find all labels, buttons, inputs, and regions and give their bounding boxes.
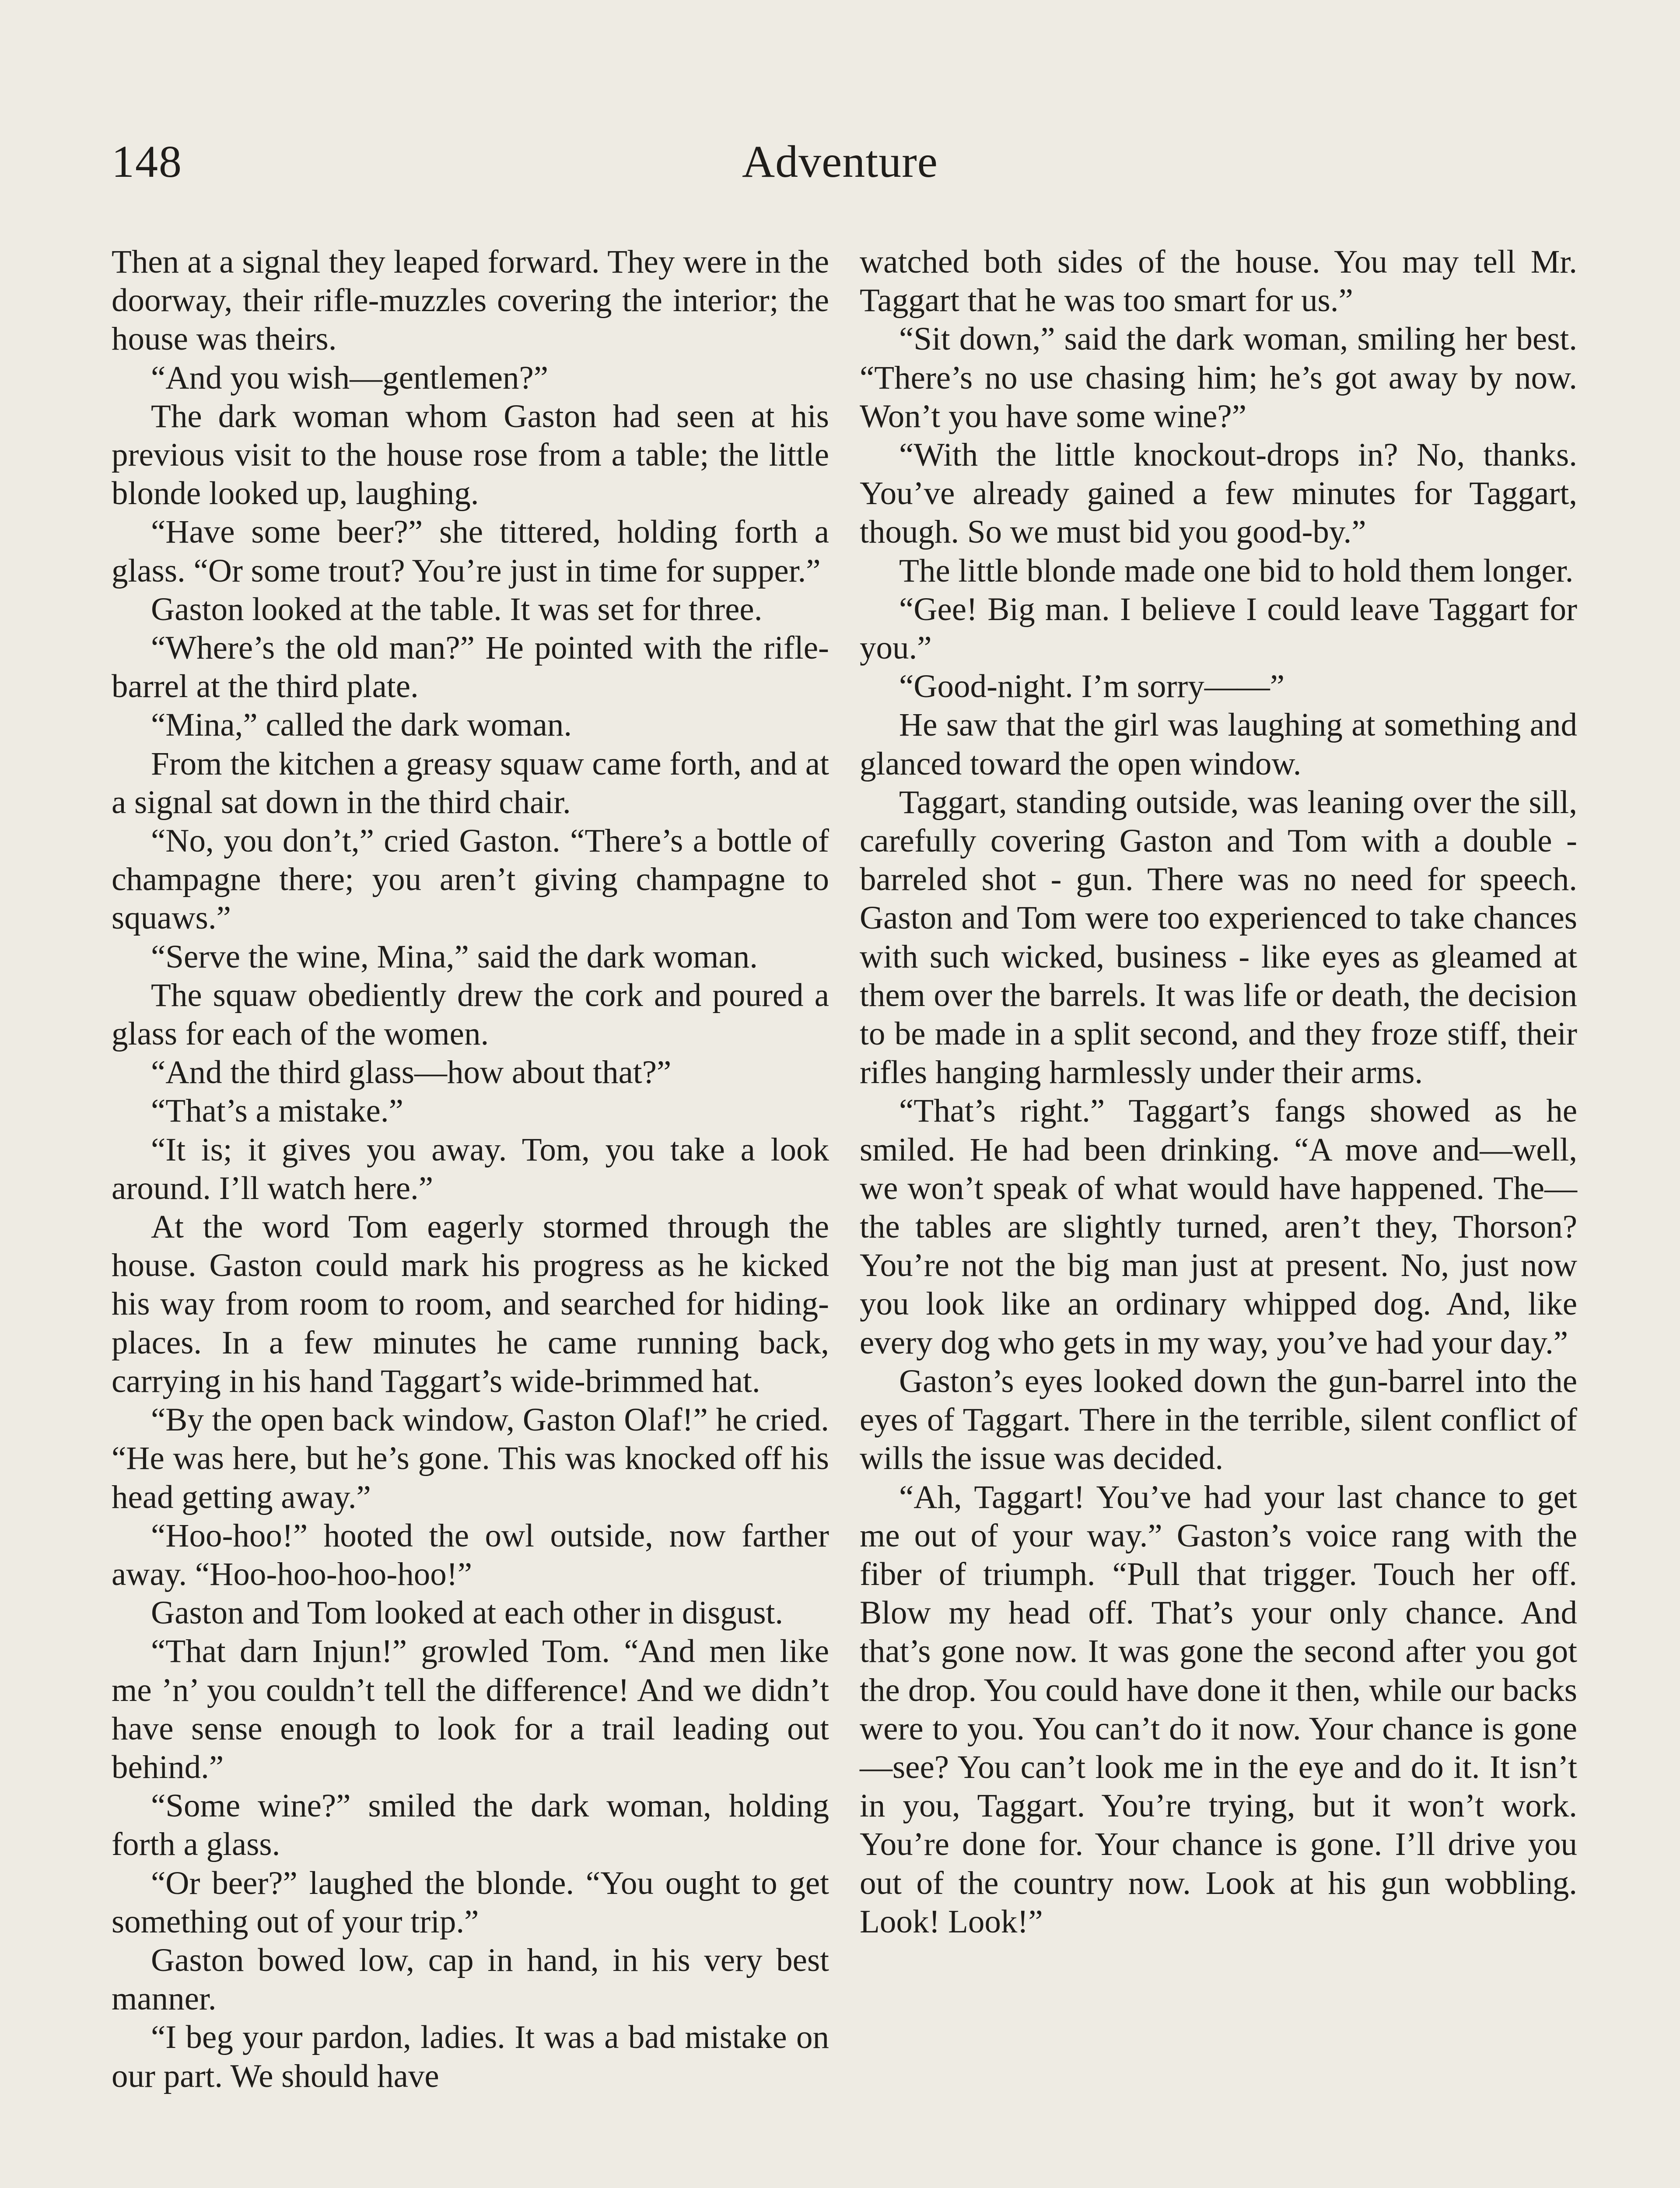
paragraph: “Hoo-hoo!” hooted the owl outside, now farther away. “Hoo-hoo-hoo-hoo!” [112,1517,829,1592]
paragraph: “Or beer?” laughed the blonde. “You ought to get something out of your trip.” [112,1865,829,1940]
paragraph: “That’s right.” Taggart’s fangs showed as he smiled. He had been drinking. “A move and—well, we won’t speak of what would have happened. The—the tables are slightly turned, aren’t they, Thorson? You’re not the big man just at present. No, just now you look like an ordinary whipped dog. And, like every dog who gets in my way, you’ve had your day.” [860,1093,1577,1361]
paragraph: “Sit down,” said the dark woman, smiling her best. “There’s no use chasing him; he’s got away by now. Won’t you have some wine?” [860,321,1577,435]
paragraph: “Mina,” called the dark woman. [151,707,572,743]
paragraph: “Ah, Taggart! You’ve had your last chance to get me out of your way.” Gaston’s voice rang with the fiber of triumph. “Pull that trigger. Touch her off. Blow my head off. That’s your only chance. And that’s gone now. It was gone the second after you got the drop. You could have done it then, while our backs were to you. You can’t do it now. Your chance is gone—see? You can’t look me in the eye and do it. It isn’t in you, Taggart. You’re trying, but it won’t work. You’re done for. Your chance is gone. I’ll drive you out of the country now. Look at his gun wobbling. Look! Look!” [860,1479,1577,1940]
paragraph: The little blonde made one bid to hold them longer. [899,552,1574,589]
paragraph: Gaston’s eyes looked down the gun-barrel into the eyes of Taggart. There in the terrible, silent conflict of wills the issue was decided. [860,1363,1577,1477]
paragraph: “Have some beer?” she tittered, holding forth a glass. “Or some trout? You’re just in time for supper.” [112,514,829,589]
paragraph: Gaston and Tom looked at each other in disgust. [151,1595,784,1631]
paragraph: “Serve the wine, Mina,” said the dark woman. [151,938,758,975]
text-column-left [112,243,829,2096]
paragraph: “It is; it gives you away. Tom, you take a look around. I’ll watch here.” [112,1131,829,1206]
paragraph: “And you wish—gentlemen?” [151,359,549,396]
paragraph: He saw that the girl was laughing at something and glanced toward the open window. [860,707,1577,782]
paragraph: watched both sides of the house. You may tell Mr. Taggart that he was too smart for us.” [860,244,1577,319]
paragraph: Gaston bowed low, cap in hand, in his very best manner. [112,1942,829,2017]
paragraph: The squaw obediently drew the cork and poured a glass for each of the women. [112,977,829,1052]
paragraph: Then at a signal they leaped forward. They were in the doorway, their rifle-muzzles covering the interior; the house was theirs. [112,244,829,358]
paragraph: “With the little knockout-drops in? No, thanks. You’ve already gained a few minutes for Taggart, though. So we must bid you good-by.” [860,437,1577,551]
paragraph: “No, you don’t,” cried Gaston. “There’s a bottle of champagne there; you aren’t giving champagne to squaws.” [112,823,829,936]
running-title: Adventure [742,137,938,187]
paragraph: “Gee! Big man. I believe I could leave Taggart for you.” [860,591,1577,666]
paragraph: Gaston looked at the table. It was set for three. [151,591,763,628]
paragraph: “Some wine?” smiled the dark woman, holding forth a glass. [112,1788,829,1863]
paragraph: “That’s a mistake.” [151,1093,403,1129]
paragraph: “That darn Injun!” growled Tom. “And men like me ’n’ you couldn’t tell the difference! And we didn’t have sense enough to look for a trail leading out behind.” [112,1633,829,1785]
paragraph: “And the third glass—how about that?” [151,1054,672,1091]
page-number: 148 [112,137,182,187]
paragraph: At the word Tom eagerly stormed through the house. Gaston could mark his progress as he kicked his way from room to room, and searched for hiding-places. In a few minutes he came running back, carrying in his hand Taggart’s wide-brimmed hat. [112,1209,829,1399]
paragraph: “By the open back window, Gaston Olaf!” he cried. “He was here, but he’s gone. This was knocked off his head getting away.” [112,1402,829,1515]
text-column-right [860,243,1577,1941]
paragraph: The dark woman whom Gaston had seen at his previous visit to the house rose from a table; the little blonde looked up, laughing. [112,398,829,512]
page-header [0,131,1680,193]
paragraph: “Where’s the old man?” He pointed with the rifle-barrel at the third plate. [112,630,829,705]
paragraph: “Good-night. I’m sorry——” [899,668,1285,705]
paragraph: From the kitchen a greasy squaw came forth, and at a signal sat down in the third chair. [112,745,829,820]
paragraph: Taggart, standing outside, was leaning over the sill, carefully covering Gaston and Tom with a double - barreled shot - gun. There was no need for speech. Gaston and Tom were too experienced to take chances with such wicked, business - like eyes as gleamed at them over the barrels. It was life or death, the decision to be made in a split second, and they froze stiff, their rifles hanging harmlessly under their arms. [860,784,1577,1091]
paragraph: “I beg your pardon, ladies. It was a bad mistake on our part. We should have [112,2019,829,2094]
